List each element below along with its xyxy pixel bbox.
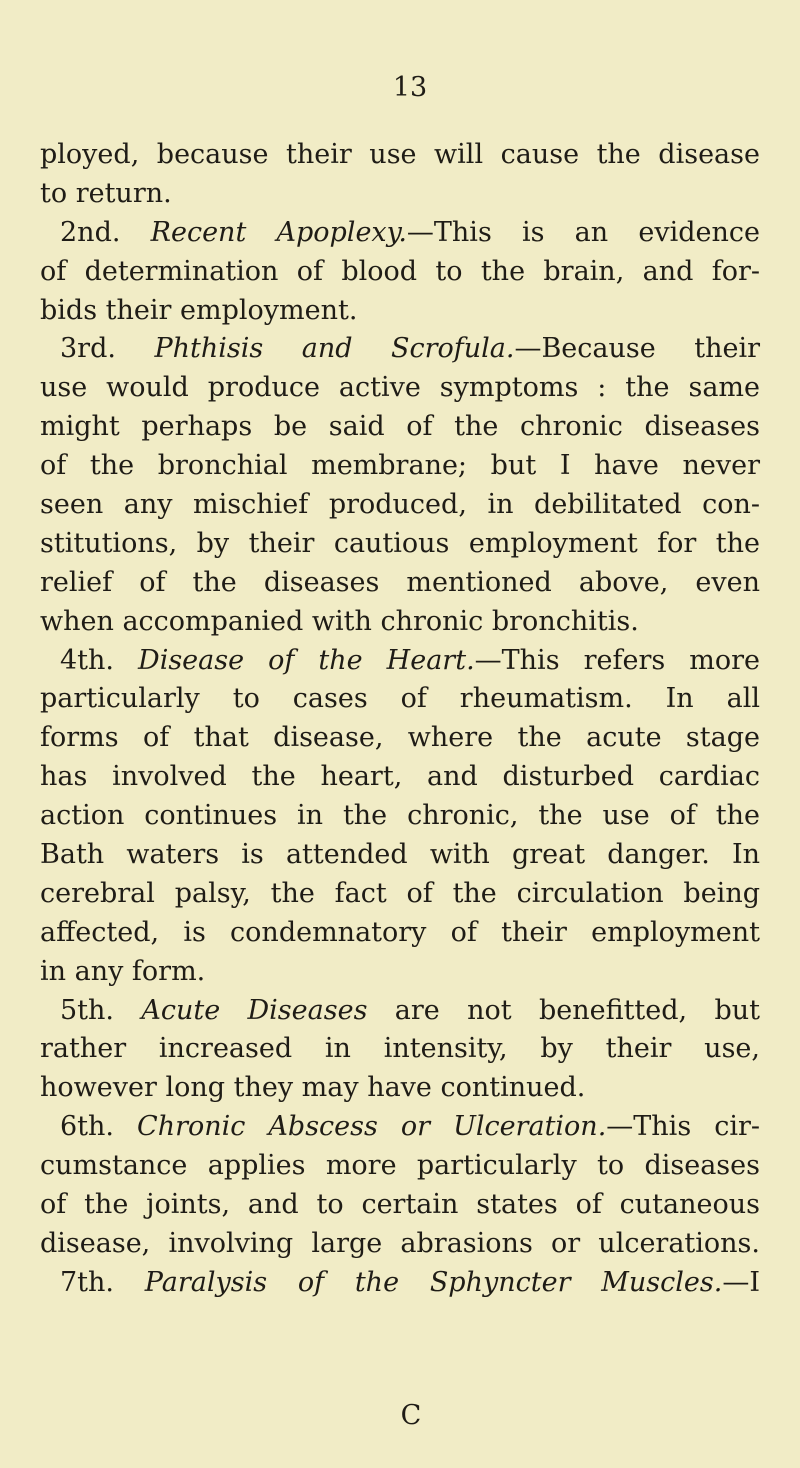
italic-term: Acute Diseases (141, 994, 368, 1026)
italic-term: Chronic Abscess or Ulceration. (137, 1111, 607, 1143)
text-line: particularly to cases of rheumatism. In all (40, 683, 760, 715)
text-line: ployed, because their use will cause the disease (40, 139, 760, 170)
list-item-heading: 5th. Acute Diseases are not benefitted, but (60, 994, 760, 1026)
text-line: cumstance applies more particularly to diseases (40, 1150, 760, 1182)
body-text (40, 136, 760, 1303)
text-line: forms of that disease, where the acute stage (40, 722, 760, 754)
signature-mark: C (400, 1400, 422, 1431)
text-line: however long they may have continued. (40, 1072, 586, 1104)
text-line: disease, involving large abrasions or ulcerations. (40, 1227, 760, 1259)
text-line: rather increased in intensity, by their use, (40, 1033, 760, 1065)
text-line: use would produce active symptoms : the same (40, 372, 760, 404)
text-line: affected, is condemnatory of their employment (40, 916, 760, 948)
text-line: of the bronchial membrane; but I have never (40, 450, 760, 482)
page-number: 13 (392, 72, 428, 103)
text-line: bids their employment. (40, 294, 358, 326)
text-line: action continues in the chronic, the use of the (40, 800, 760, 832)
text-line: might perhaps be said of the chronic diseases (40, 411, 760, 443)
italic-term: Paralysis of the Sphyncter Muscles. (144, 1266, 723, 1298)
text-line: Bath waters is attended with great danger. In (40, 839, 760, 871)
text-line: of determination of blood to the brain, and for- (40, 255, 760, 287)
list-item-heading: 3rd. Phthisis and Scrofula.—Because their (60, 333, 760, 365)
list-item-heading: 7th. Paralysis of the Sphyncter Muscles.—I (60, 1266, 760, 1298)
italic-term: Disease of the Heart. (138, 644, 475, 676)
list-item-heading: 4th. Disease of the Heart.—This refers more (60, 644, 760, 676)
italic-term: Recent Apoplexy. (150, 216, 407, 248)
text-line: cerebral palsy, the fact of the circulation being (40, 877, 760, 909)
text-line: in any form. (40, 955, 206, 987)
text-line: has involved the heart, and disturbed cardiac (40, 761, 760, 793)
list-item-heading: 2nd. Recent Apoplexy.—This is an evidence (60, 216, 760, 248)
text-line: of the joints, and to certain states of cutaneous (40, 1189, 760, 1221)
text-line: seen any mischief produced, in debilitated con- (40, 489, 760, 521)
list-item-heading: 6th. Chronic Abscess or Ulceration.—This cir- (60, 1111, 760, 1143)
text-line: stitutions, by their cautious employment for the (40, 527, 760, 559)
text-line: relief of the diseases mentioned above, even (40, 566, 760, 598)
text-line: to return. (40, 177, 172, 209)
text-line: when accompanied with chronic bronchitis. (40, 605, 639, 637)
italic-term: Phthisis and Scrofula. (154, 333, 515, 365)
